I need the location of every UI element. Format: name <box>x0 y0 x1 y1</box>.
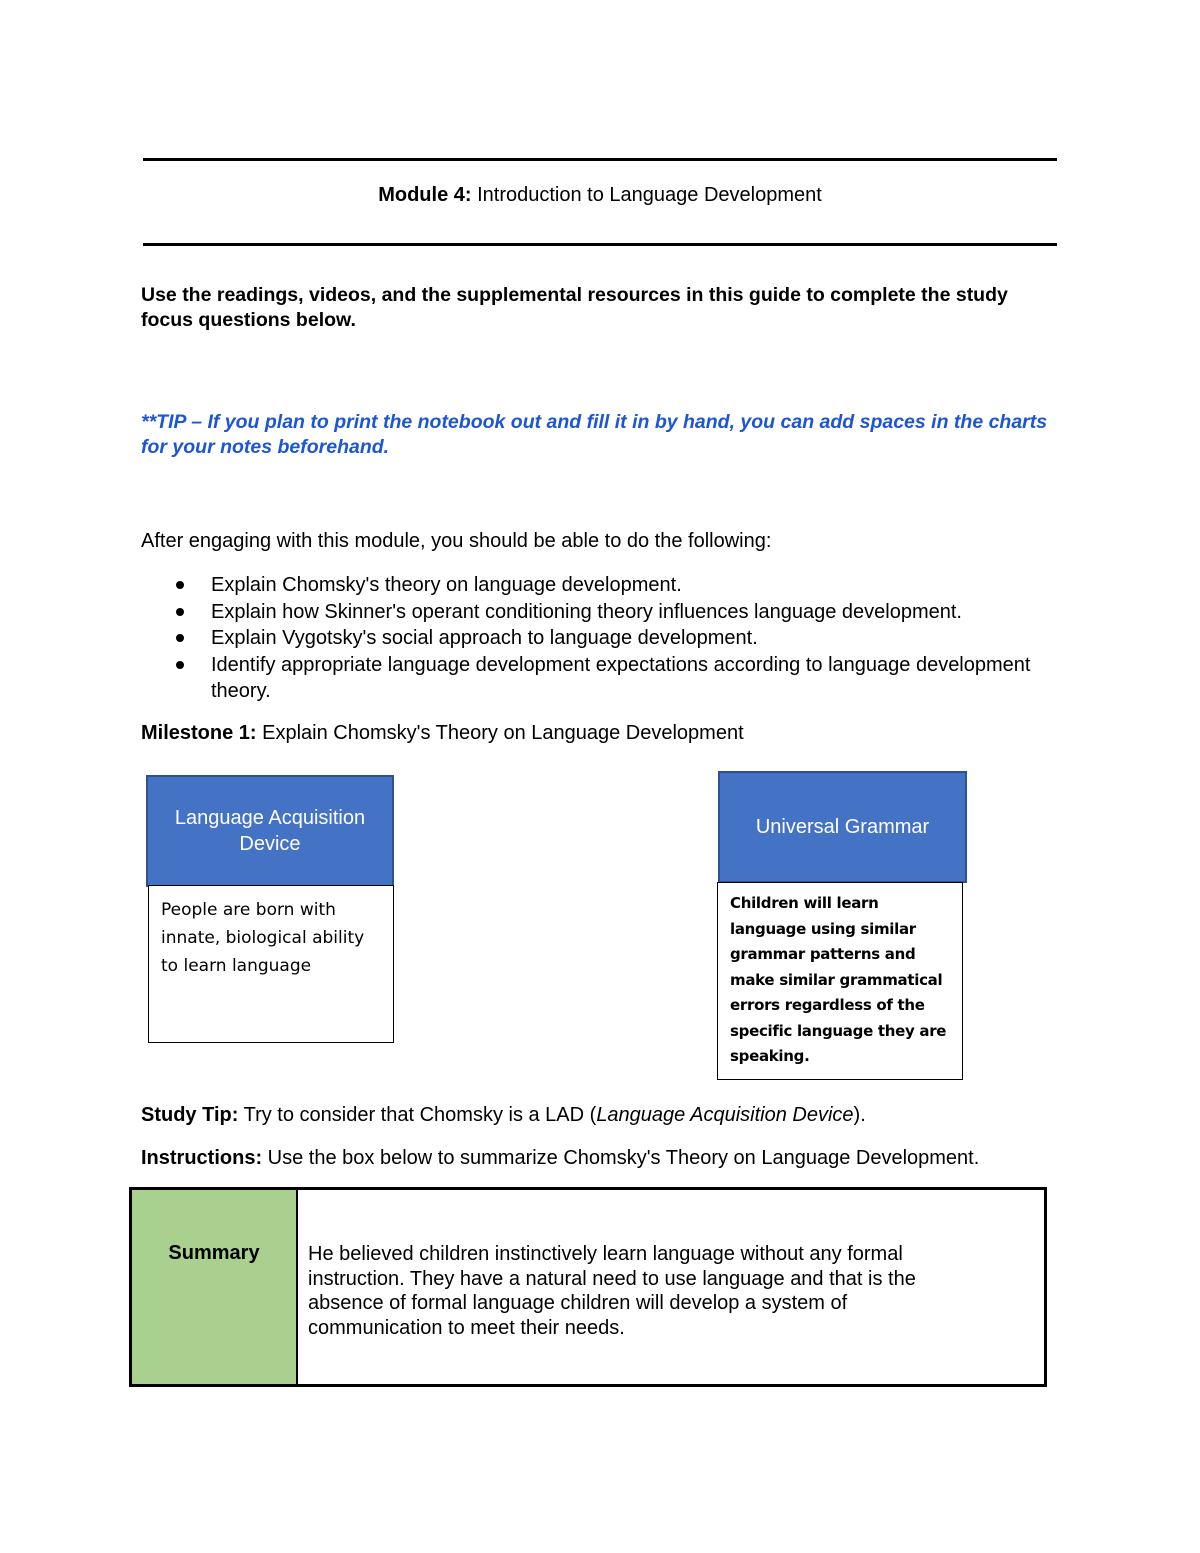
ug-title: Universal Grammar <box>755 816 930 838</box>
milestone-text: Explain Chomsky's Theory on Language Development <box>256 722 744 744</box>
ug-title-box <box>718 771 967 883</box>
objectives-lead: After engaging with this module, you should be able to do the following: <box>141 530 772 552</box>
summary-label-cell <box>132 1190 298 1384</box>
summary-text: He believed children instinctively learn language without any formal instruction. They have a natural need to use language and that is the absence of formal language children will develop a system of communication to meet their needs. <box>308 1243 916 1339</box>
lad-title-box <box>146 775 394 887</box>
instructions-text: Use the box below to summarize Chomsky's Theory on Language Development. <box>262 1147 980 1169</box>
study-tip <box>141 1104 866 1127</box>
objectives-list <box>141 572 1041 705</box>
tip-note: **TIP – If you plan to print the notebook out and fill it in by hand, you can add spaces in the charts for your notes beforehand. <box>141 411 1048 458</box>
list-item: Explain Chomsky's theory on language development. <box>141 572 1041 599</box>
study-tip-italic: Language Acquisition Device <box>596 1104 854 1126</box>
lad-title: Language Acquisition Device <box>174 807 366 855</box>
top-divider <box>143 158 1057 161</box>
intro-instructions: Use the readings, videos, and the supplemental resources in this guide to complete the study focus questions below. <box>141 284 1008 331</box>
summary-label: Summary <box>168 1242 260 1264</box>
instructions-label: Instructions: <box>141 1147 263 1169</box>
instructions <box>141 1147 979 1170</box>
module-name: Introduction to Language Development <box>471 184 822 206</box>
study-tip-text: Try to consider that Chomsky is a LAD ( <box>238 1104 597 1126</box>
lad-description: People are born with innate, biological ability to learn language <box>161 900 365 976</box>
milestone-label: Milestone 1: <box>141 722 257 744</box>
module-title <box>143 184 1057 207</box>
list-item: Explain Vygotsky's social approach to language development. <box>141 625 1041 652</box>
list-item: Explain how Skinner's operant conditioning theory influences language development. <box>141 599 1041 626</box>
module-label: Module 4: <box>378 184 472 206</box>
summary-table <box>129 1187 1047 1387</box>
study-tip-end: ). <box>853 1104 866 1126</box>
bottom-divider <box>143 243 1057 246</box>
study-tip-label: Study Tip: <box>141 1104 239 1126</box>
milestone-heading <box>141 722 744 745</box>
lad-description-box <box>148 885 394 1043</box>
list-item: Identify appropriate language development expectations according to language development theory. <box>141 652 1041 705</box>
ug-description-box <box>717 882 963 1080</box>
ug-description: Children will learn language using similar grammar patterns and make similar grammatical errors regardless of the specific language they are speaking. <box>730 894 947 1065</box>
summary-text-cell[interactable] <box>298 1190 1044 1384</box>
